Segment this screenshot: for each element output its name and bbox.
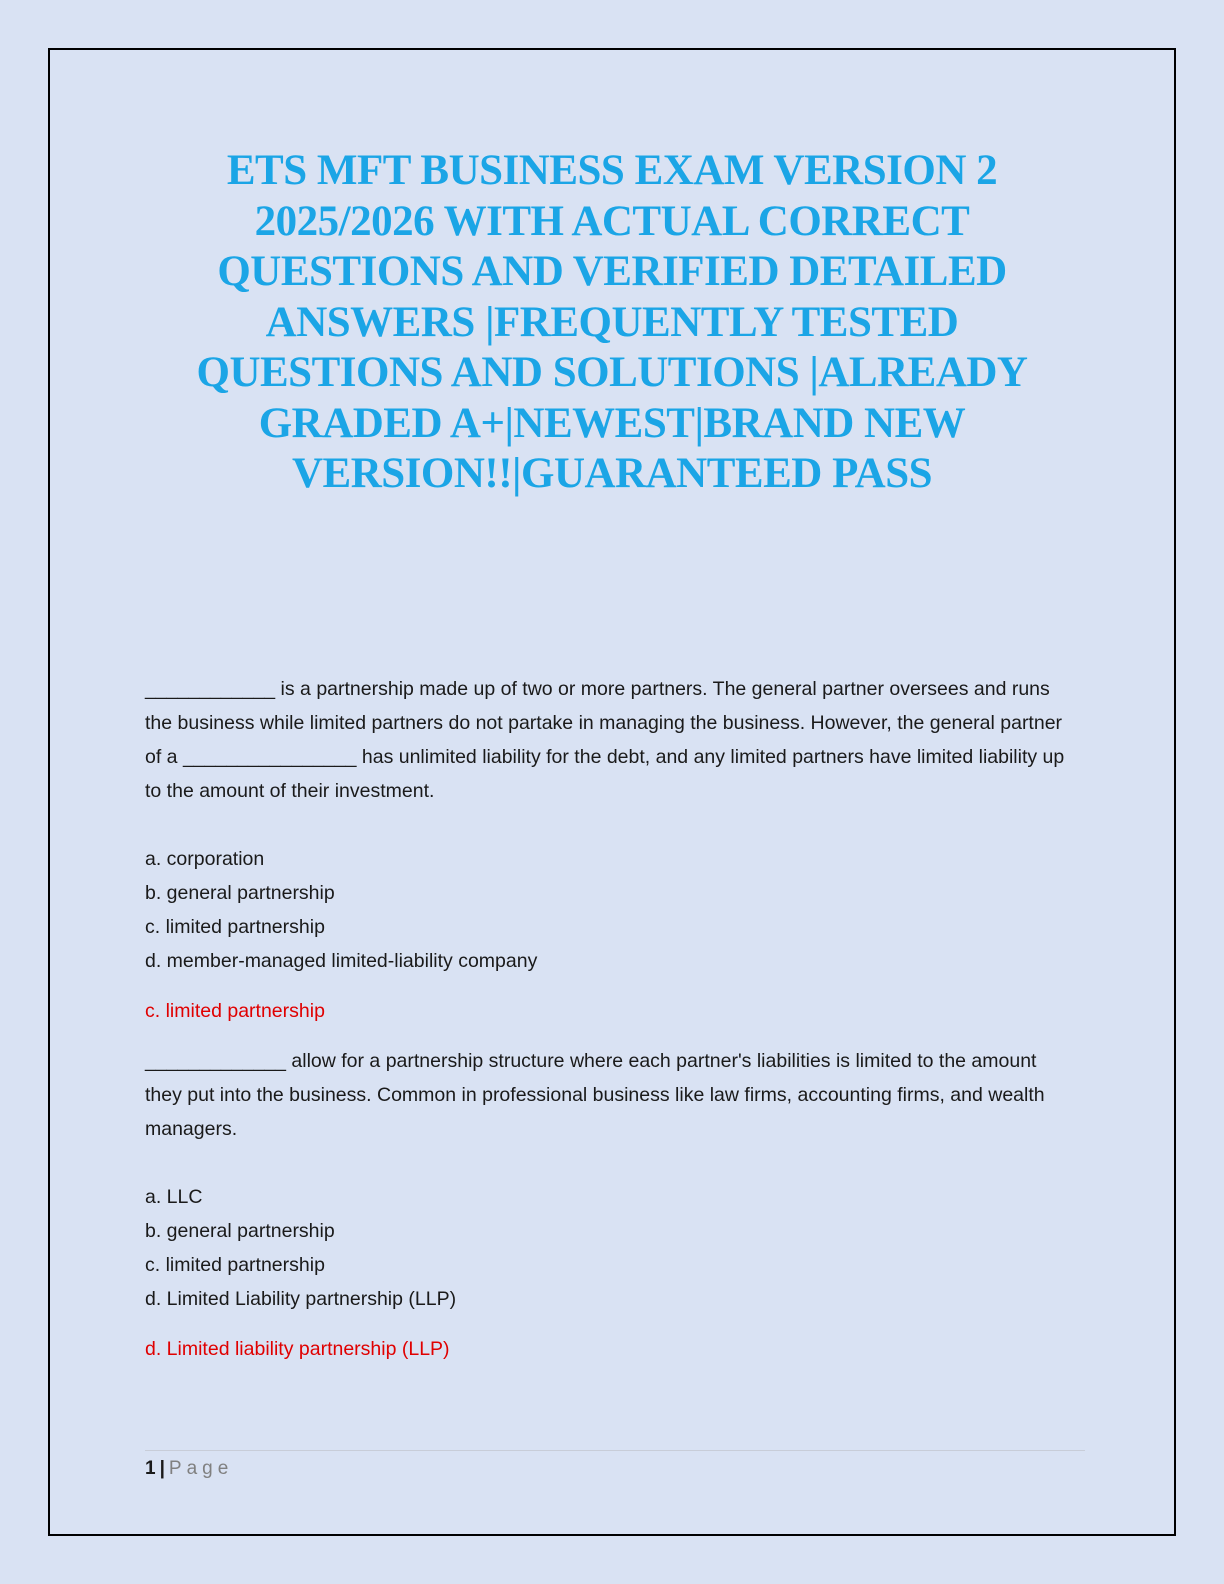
question-block bbox=[145, 1044, 1075, 1366]
option-d: d. Limited Liability partnership (LLP) bbox=[145, 1288, 457, 1310]
footer-divider bbox=[145, 1450, 1085, 1451]
option-a: a. LLC bbox=[145, 1186, 203, 1208]
spacer bbox=[145, 1146, 1075, 1180]
options-list bbox=[145, 1180, 1075, 1316]
page-number: 1 bbox=[145, 1458, 156, 1479]
question-text: ____________ is a partnership made up of two or more partners. The general partner oversees and runs the business while limited partners do not partake in managing the business. However, the general partner of a ________________ has unlimited liability for the debt, and any limited partners have limited liability up to the amount of their investment. bbox=[145, 678, 1065, 802]
page-label: Page bbox=[168, 1458, 234, 1479]
option-b: b. general partnership bbox=[145, 882, 335, 904]
option-d: d. member-managed limited-liability company bbox=[145, 950, 538, 972]
correct-answer: c. limited partnership bbox=[145, 1000, 325, 1022]
question-block bbox=[145, 672, 1075, 1028]
footer-separator: | bbox=[159, 1458, 165, 1479]
option-c: c. limited partnership bbox=[145, 916, 325, 938]
option-a: a. corporation bbox=[145, 848, 265, 870]
option-b: b. general partnership bbox=[145, 1220, 335, 1242]
page-footer bbox=[145, 1456, 233, 1482]
correct-answer: d. Limited liability partnership (LLP) bbox=[145, 1338, 450, 1360]
option-c: c. limited partnership bbox=[145, 1254, 325, 1276]
document-body bbox=[145, 672, 1075, 1382]
spacer bbox=[145, 808, 1075, 842]
options-list bbox=[145, 842, 1075, 978]
document-title: ETS MFT BUSINESS EXAM VERSION 2 2025/2026 WITH ACTUAL CORRECT QUESTIONS AND VERIFIED DETAILED ANSWERS |FREQUENTLY TESTED QUESTIONS AND SOLUTIONS |ALREADY GRADED A+|NEWEST|BRAND NEW VERSION!!|GUARANTEED PASS bbox=[196, 147, 1028, 497]
question-text: _____________ allow for a partnership structure where each partner's liabilities is limited to the amount they put into the business. Common in professional business like law firms, accounting firms, and wealth managers. bbox=[145, 1050, 1045, 1140]
